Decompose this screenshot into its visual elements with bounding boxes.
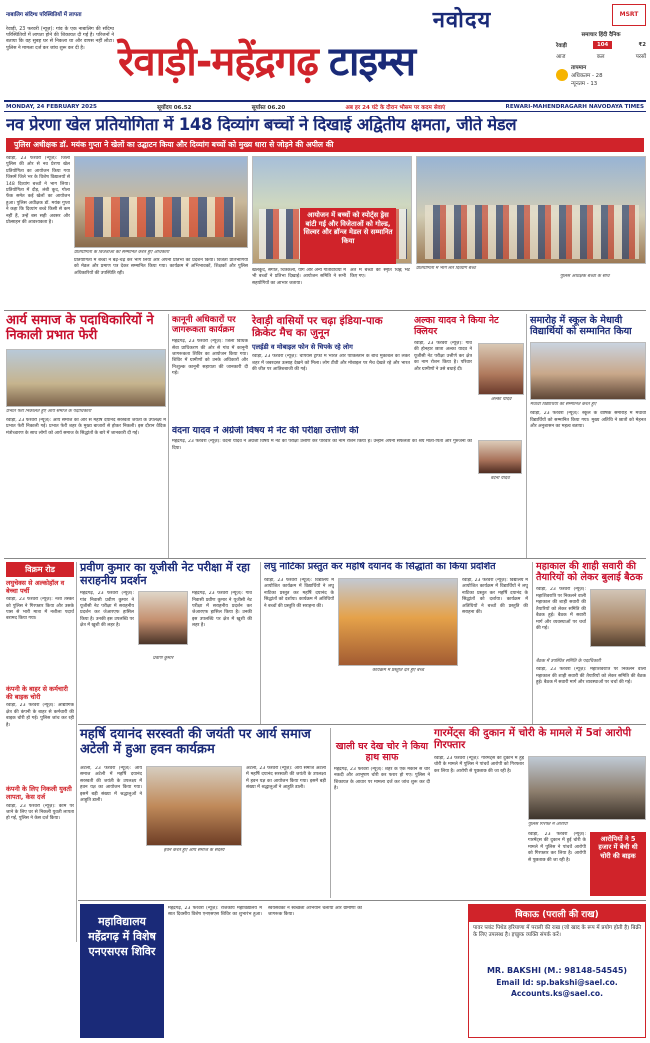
story-callout: आरोपियों ने 5 हजार में बेची थी चोरी की बाइक <box>590 832 646 896</box>
divider <box>78 724 646 725</box>
lead-photo-1 <box>74 156 248 248</box>
story-headline: आर्य समाज के पदाधिकारियों ने निकाली प्रभात फेरी <box>6 313 154 343</box>
story-praveen-kumar <box>80 562 258 722</box>
story-body: रेवाड़ी, 23 फरवरी (न्यूज़): स्कूल के वार्षिक समारोह में मेधावी विद्यार्थियों को सम्मानित किया गया। मुख्य अतिथि ने छात्रों को मेहनत और अनुशासन का महत्व बताया। <box>530 411 646 430</box>
story-cricket-match <box>252 316 410 424</box>
story-body: महेंद्रगढ़, 23 फरवरी (न्यूज़): शहर के एक मकान से चोर नकदी और आभूषण चोरी कर फरार हो गए। पुलिस ने शिकायत के आधार पर मामला दर्ज कर जांच शुरू कर दी है। <box>334 767 430 792</box>
brief-title: कंपनी के बाहर से कर्मचारी की बाइक चोरी <box>6 685 68 701</box>
temps-label: तापमान <box>571 65 587 71</box>
story-headline: प्रवीण कुमार का यूजीसी नेट परीक्षा में रहा सराहनीय प्रदर्शन <box>80 561 250 587</box>
brief-text: रेवाड़ी, 23 फरवरी (न्यूज़): नशा तस्कर को पुलिस ने गिरफ्तार किया और उसके पास से भारी मात्रा में नशीला पदार्थ बरामद किया गया। <box>6 597 74 622</box>
lead-body-col3: खेलकूद, संगीत, चित्रकला, योग और अन्य गतिविधियों में भी बच्चों ने प्रतिभा दिखाई। आयोजन समिति ने सभी सहयोगियों का आभार जताया। <box>252 268 346 286</box>
story-laghu-natika <box>264 562 530 732</box>
ad-email: Email Id: sp.bakshi@sael.co. <box>496 978 618 987</box>
weather-today: आज <box>556 54 566 60</box>
lead-callout: आयोजन में बच्चों को स्पोर्ट्स ड्रेस बांटी गई और विजेताओं को गोल्ड, सिल्वर और ब्रॉन्ज मेडल से सम्मानित किया <box>300 208 396 264</box>
story-body: रेवाड़ी, 23 फरवरी (न्यूज़): महाशिवरात्रि पर निकलने वाली महाकाल की शाही सवारी की तैयारियों को लेकर समिति की बैठक हुई। बैठक में सवारी मार्ग और व्यवस्थाओं पर चर्चा की गई। <box>536 587 586 631</box>
brief-text: रेवाड़ी, 23 फरवरी (न्यूज़): काम पर जाने के लिए घर से निकली युवती लापता हो गई, पुलिस ने केस दर्ज किया। <box>6 803 74 822</box>
masthead-subtitle: नवोदय <box>432 8 492 33</box>
sunrise: सूर्योदय 06.52 <box>157 104 192 111</box>
divider <box>330 728 331 898</box>
story-headline: खाली घर देख चोर ने किया हाथ साफ <box>335 741 429 763</box>
story-photo <box>530 342 646 400</box>
story-photo-caption: अल्का यादव <box>490 397 512 403</box>
price: ₹2 <box>638 42 646 48</box>
story-body-continued: रेवाड़ी, 23 फरवरी (न्यूज़): विद्यालय में आयोजित कार्यक्रम में विद्यार्थियों ने लघु नाटिका प्रस्तुत कर महर्षि दयानंद के सिद्धांतों को दर्शाया। कार्यक्रम में अतिथियों ने बच्चों की प्रस्तुति की सराहना की। <box>462 578 528 616</box>
story-ateli-hawan <box>80 728 328 898</box>
temp-min: न्यूनतम - 13 <box>571 81 598 87</box>
classified-ad <box>468 904 646 1038</box>
lead-body-col4: अंत में बच्चों को स्मृति चिह्न भेंट किए गए। <box>350 268 410 280</box>
ad-title: बिकाऊ (पराली की राख) <box>469 905 645 922</box>
issue-number: 104 <box>593 41 612 49</box>
story-photo <box>590 589 646 647</box>
sunset: सूर्यास्त 06.20 <box>251 104 286 111</box>
story-body: रेवाड़ी, 23 फरवरी (न्यूज़): गांव की होनहार छात्रा अल्का यादव ने यूजीसी नेट परीक्षा उत्तीर्ण कर क्षेत्र का नाम रोशन किया है। परिवार और ग्रामीणों ने उसे बधाई दी। <box>414 341 472 372</box>
story-house-theft <box>334 742 430 898</box>
story-body-continued: रेवाड़ी, 23 फरवरी (न्यूज़): महाशिवरात्रि पर निकलने वाली महाकाल की शाही सवारी की तैयारियों को लेकर समिति की बैठक हुई। बैठक में सवारी मार्ग और व्यवस्थाओं पर चर्चा की गई। <box>536 667 646 686</box>
blurb-heading: नाबालिग संदिग्ध परिस्थितियों में लापता <box>6 12 82 19</box>
divider <box>532 562 533 724</box>
story-photo-caption: पुलिस गिरफ्त में आरोपी <box>528 822 568 827</box>
brief-title: लघुचेक्स से अल्कोहॉल व बेच्चा पर्ची <box>6 579 65 595</box>
story-mahakal <box>536 562 646 722</box>
story-photo-caption: प्रवीण कुमार <box>152 656 174 661</box>
lead-body-col2: प्रतियोगिता में बच्चों ने बढ़-चढ़ कर भाग लिया और अपनी प्रतिभा का प्रदर्शन किया। विजेता प्रतिभागियों को मेडल और प्रमाण पत्र देकर सम्मानित किया गया। कार्यक्रम में अभिभावकों, शिक्षकों और पुलिस अधिकारियों की उपस्थिति रही। <box>74 258 248 276</box>
story-photo <box>146 766 242 846</box>
ad-email-2: Accounts.ks@sael.co. <box>511 989 603 998</box>
story-photo-caption: वंदना यादव <box>490 476 510 481</box>
divider <box>260 562 261 724</box>
story-headline: गारमेंट्स की दुकान में चोरी के मामले में 5वां आरोपी गिरफ्तार <box>434 727 632 751</box>
story-body: रेवाड़ी, 23 फरवरी (न्यूज़): विद्यालय में आयोजित कार्यक्रम में विद्यार्थियों ने लघु नाटिका प्रस्तुत कर महर्षि दयानंद के सिद्धांतों को दर्शाया। कार्यक्रम में अतिथियों ने बच्चों की प्रस्तुति की सराहना की। <box>264 578 334 609</box>
lead-strap: पुलिस अधीक्षक डॉ. मयंक गुप्ता ने खेलों का उद्घाटन किया और दिव्यांग बच्चों को मुख्य धारा से जोड़ने की अपील की <box>6 138 644 152</box>
brief-text: रेवाड़ी, 23 फरवरी (न्यूज़): औद्योगिक क्षेत्र की कंपनी के बाहर से कर्मचारी की बाइक चोरी हो गई। पुलिस जांच कर रही है। <box>6 703 74 728</box>
story-body: अटेली, 23 फरवरी (न्यूज़): आर्य समाज अटेली में महर्षि दयानंद सरस्वती की जयंती के उपलक्ष्य में हवन यज्ञ का आयोजन किया गया। इसमें बड़ी संख्या में श्रद्धालुओं ने आहुति डाली। <box>80 766 142 804</box>
divider <box>4 558 646 559</box>
briefs-header: विक्रम रोड <box>6 562 74 577</box>
lead-photo-3 <box>416 156 646 264</box>
temp-max: अधिकतम - 28 <box>571 73 603 79</box>
masthead <box>0 0 650 100</box>
divider <box>78 900 646 901</box>
lead-photo-1-caption: प्रतियोगिता के विजेताओं को सम्मानित करते हुए अधिकारी <box>74 250 170 255</box>
masthead-title-right: टाइम्स <box>328 39 416 85</box>
college-box: महाविद्यालय महेंद्रगढ़ में विशेष एनएसएस शिविर <box>80 904 164 1038</box>
story-photo <box>138 591 188 645</box>
story-body-continued: महेंद्रगढ़, 23 फरवरी (न्यूज़): गांव निवासी प्रवीण कुमार ने यूजीसी नेट परीक्षा में सराहनीय प्रदर्शन कर जेआरएफ हासिल किया है। उनकी इस उपलब्धि पर क्षेत्र में खुशी की लहर है। <box>192 591 252 629</box>
story-photo <box>528 756 646 820</box>
weather-dayafter: परसों <box>635 54 646 60</box>
story-headline: रेवाड़ी वासियों पर चढ़ा इंडिया-पाक क्रिकेट मैच का जुनून <box>252 315 383 339</box>
story-body: महेंद्रगढ़, 23 फरवरी (न्यूज़): गांव निवासी प्रवीण कुमार ने यूजीसी नेट परीक्षा में सराहनीय प्रदर्शन कर जेआरएफ हासिल किया है। उनकी इस उपलब्धि पर क्षेत्र में खुशी की लहर है। <box>80 591 134 629</box>
story-body-continued: रेवाड़ी, 23 फरवरी (न्यूज़): गारमेंट्स की दुकान में हुई चोरी के मामले में पुलिस ने पांचवें आरोपी को गिरफ्तार कर लिया है। आरोपी से पूछताछ की जा रही है। <box>528 832 586 863</box>
story-body: रेवाड़ी, 23 फरवरी (न्यूज़): आर्य समाज की ओर से महर्षि दयानंद सरस्वती जयंती के उपलक्ष्य में प्रभात फेरी निकाली गई। प्रभात फेरी शहर के मुख्य बाजारों से होकर निकली। इस दौरान वैदिक मंत्रोच्चारण के साथ लोगों को आर्य समाज के सिद्धांतों के बारे में जानकारी दी गई। <box>6 417 166 436</box>
story-body: रेवाड़ी, 23 फरवरी (न्यूज़): गारमेंट्स की दुकान में हुई चोरी के मामले में पुलिस ने पांचवें आरोपी को गिरफ्तार कर लिया है। आरोपी से पूछताछ की जा रही है। <box>434 756 524 774</box>
divider <box>526 314 527 558</box>
slogan: अब हर 24 घंटे के दौरान भौसम पर कदम सेवाएं <box>345 104 446 111</box>
story-photo-caption: मेधावी विद्यार्थियों को सम्मानित करते हुए <box>530 402 597 408</box>
story-headline: लघु नाटिका प्रस्तुत कर महर्षि दयानंद के सिद्धांतों का किया प्रदर्शित <box>264 562 496 572</box>
story-headline: कानूनी अधिकारों पर जागरूकता कार्यक्रम <box>172 315 236 335</box>
story-photo-caption: बैठक में उपस्थित समिति के पदाधिकारी <box>536 659 601 665</box>
story-body-continued: अटेली, 23 फरवरी (न्यूज़): आर्य समाज अटेली में महर्षि दयानंद सरस्वती की जयंती के उपलक्ष्य में हवन यज्ञ का आयोजन किया गया। इसमें बड़ी संख्या में श्रद्धालुओं ने आहुति डाली। <box>246 766 326 791</box>
story-arya-samaj <box>6 314 166 554</box>
paper-name: REWARI-MAHENDRAGARH NAVODAYA TIMES <box>505 103 644 110</box>
masthead-title-left: रेवाड़ी-महेंद्रगढ़ <box>118 39 318 85</box>
sun-icon <box>556 69 568 81</box>
weather-tomorrow: कल <box>596 54 605 60</box>
divider <box>76 562 77 942</box>
story-school-felicitation <box>530 316 646 556</box>
story-photo <box>478 440 522 474</box>
story-headline: वंदना यादव ने अंग्रेजी विषय में नेट की परीक्षा उत्तीर्ण की <box>172 426 359 436</box>
masthead-title <box>118 32 558 92</box>
college-body: महेंद्रगढ़, 23 फरवरी (न्यूज़): राजकीय महाविद्यालय में सात दिवसीय विशेष एनएसएस शिविर का शुभारंभ हुआ। स्वयंसेवकों ने स्वच्छता अभियान चलाया और ग्रामीणों को जागरूक किया। <box>168 906 362 918</box>
story-headline: अल्का यादव ने किया नेट क्लियर <box>414 315 499 337</box>
edition: रेवाड़ी <box>556 43 567 49</box>
story-photo <box>478 343 524 395</box>
masthead-right-panel <box>556 30 646 98</box>
story-headline: समारोह में स्कूल के मेधावी विद्यार्थियों को सम्मानित किया <box>530 315 632 337</box>
dateline-bar <box>4 100 646 112</box>
story-garments-theft <box>434 728 646 898</box>
lead-photo-2-caption: पुलिस अधीक्षक बच्चों के साथ <box>560 274 610 279</box>
story-subhead: एलईडी व मोबाइल फोन से चिपके रहे लोग <box>252 343 353 352</box>
issue-date: MONDAY, 24 FEBRUARY 2025 <box>6 103 97 110</box>
story-photo-caption: कार्यक्रम में प्रस्तुति देते हुए बच्चे <box>372 668 424 673</box>
paper-label: समाचार हिंदी दैनिक <box>581 32 621 38</box>
story-headline: महाकाल की शाही सवारी की तैयारियों को लेकर बुलाई बैठक <box>536 561 643 583</box>
story-body: महेंद्रगढ़, 23 फरवरी (न्यूज़): जिला विधिक सेवा प्राधिकरण की ओर से गांव में कानूनी जागरूकता शिविर का आयोजन किया गया। शिविर में ग्रामीणों को उनके अधिकारों और निःशुल्क कानूनी सहायता की जानकारी दी गई। <box>172 339 248 377</box>
ad-text: पावर प्लांट पिथेड हरियाणा में पराली की राख (जो खाद के रूप में प्रयोग होती है) बिक्री के लिए उपलब्ध है। इच्छुक व्यक्ति संपर्क करें। <box>473 925 641 939</box>
brief-title: कंपनी के लिए निकली युवती लापता, केस दर्ज <box>6 785 72 801</box>
story-photo <box>6 349 166 407</box>
story-photo-caption: प्रभात फेरी निकालते हुए आर्य समाज के पदाधिकारी <box>6 409 92 415</box>
masthead-logo-box: MSRT <box>612 4 646 26</box>
story-body: रेवाड़ी, 23 फरवरी (न्यूज़): चैंपियंस ट्रॉफी में भारत और पाकिस्तान के बीच मुकाबले को लेकर शहर में जबरदस्त उत्साह देखने को मिला। लोग टीवी और मोबाइल पर मैच देखते रहे और भारत की जीत पर आतिशबाजी की गई। <box>252 354 410 373</box>
story-headline: महर्षि दयानंद सरस्वती की जयंती पर आर्य समाज अटेली में हुआ हवन कार्यक्रम <box>80 727 311 757</box>
masthead-left-blurb <box>6 6 114 98</box>
lead-body-col1: रेवाड़ी, 23 फरवरी (न्यूज़): जिला पुलिस की ओर से नव प्रेरणा खेल प्रतियोगिता का आयोजन किया गया जिसमें जिले भर के विशेष विद्यालयों से 148 दिव्यांग बच्चों ने भाग लिया। प्रतियोगिता में दौड़, लंबी कूद, गोला फेंक समेत कई खेलों का आयोजन हुआ। पुलिस अधीक्षक डॉ. मयंक गुप्ता ने कहा कि दिव्यांग बच्चे किसी से कम नहीं हैं, उन्हें बस सही अवसर और प्रोत्साहन की आवश्यकता है। <box>6 156 70 226</box>
divider <box>168 314 169 558</box>
story-vandana-yadav <box>172 426 524 554</box>
ad-contact: MR. BAKSHI (M.: 98148-54545) <box>486 966 628 975</box>
divider <box>4 310 646 311</box>
story-photo <box>338 578 458 666</box>
lead-photo-3-caption: प्रतियोगिता में भाग लेते दिव्यांग बच्चे <box>416 266 476 271</box>
briefs-column <box>6 562 74 942</box>
lead-headline: नव प्रेरणा खेल प्रतियोगिता में 148 दिव्यांग बच्चों ने दिखाई अद्वितीय क्षमता, जीते मेडल <box>6 116 517 134</box>
blurb-text: रेवाड़ी, 23 फरवरी (न्यूज़): गांव के एक नाबालिग की संदिग्ध परिस्थितियों में लापता होने की शिकायत दी गई है। परिजनों ने बताया कि वह सुबह घर से निकला था और वापस नहीं लौटा। पुलिस ने मामला दर्ज कर जांच शुरू कर दी है। <box>6 26 114 51</box>
story-body: महेंद्रगढ़, 23 फरवरी (न्यूज़): वंदना यादव ने अंग्रेजी विषय में नेट की परीक्षा उत्तीर्ण कर परिवार का नाम रोशन किया है। उन्होंने अपनी सफलता का श्रेय माता-पिता और गुरुजनों को दिया। <box>172 439 472 451</box>
story-photo-caption: हवन करते हुए आर्य समाज के सदस्य <box>163 848 225 853</box>
